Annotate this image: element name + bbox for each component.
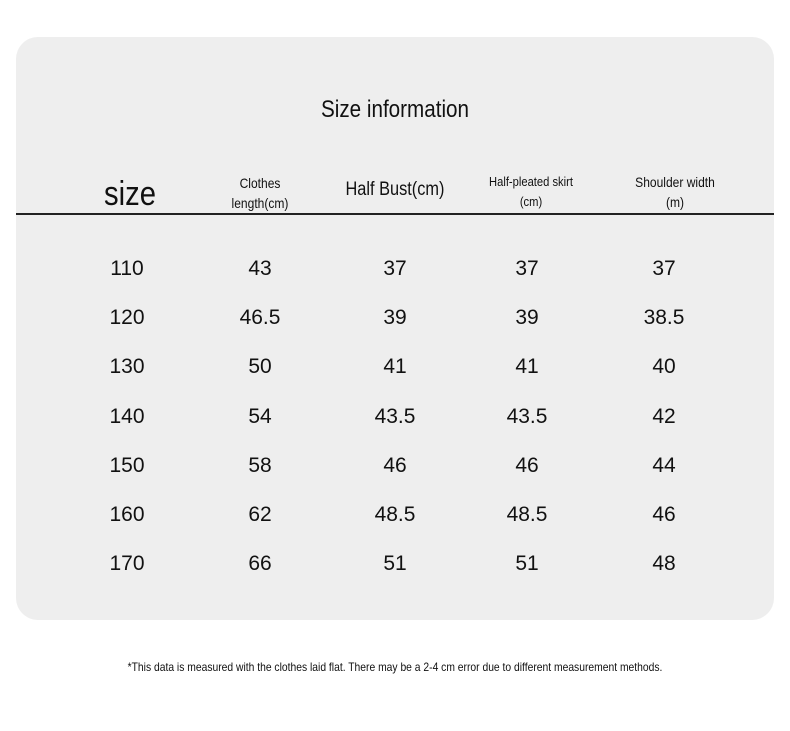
- cell-size: 160: [109, 502, 145, 526]
- header-half-pleated-skirt-line2: (cm): [519, 194, 543, 209]
- header-divider: [16, 213, 774, 215]
- cell-shoulder-width: 37: [652, 257, 676, 280]
- cell-shoulder-width: 44: [652, 453, 676, 477]
- cell-clothes-length: 66: [248, 552, 272, 576]
- cell-clothes-length: 43: [248, 257, 272, 280]
- header-clothes-length-line1: Clothes: [239, 175, 281, 191]
- cell-half-pleated-skirt: 39: [515, 306, 539, 330]
- cell-half-bust: 39: [383, 306, 407, 330]
- table-row: [0, 492, 790, 541]
- table-row: [0, 295, 790, 344]
- cell-clothes-length: 62: [248, 502, 272, 526]
- table-row: [0, 394, 790, 443]
- cell-size: 150: [109, 453, 145, 477]
- cell-shoulder-width: 40: [652, 355, 676, 379]
- cell-half-pleated-skirt: 43.5: [506, 404, 548, 428]
- cell-shoulder-width: 46: [652, 502, 676, 526]
- cell-clothes-length: 54: [248, 404, 272, 428]
- header-half-pleated-skirt-line1: Half-pleated skirt: [489, 174, 573, 189]
- header-shoulder-width: [619, 172, 731, 212]
- cell-half-pleated-skirt: 41: [515, 355, 539, 379]
- header-size: size: [103, 175, 157, 213]
- table-row: [0, 541, 790, 590]
- chart-title: Size information: [320, 96, 469, 123]
- header-clothes-length-line2: length(cm): [231, 195, 289, 211]
- table-row: [0, 246, 790, 295]
- cell-shoulder-width: 38.5: [643, 306, 685, 330]
- measurement-footnote: *This data is measured with the clothes laid flat. There may be a 2-4 cm error due to different measurement methods.: [127, 660, 663, 674]
- cell-clothes-length: 58: [248, 453, 272, 477]
- cell-half-pleated-skirt: 46: [515, 453, 539, 477]
- cell-size: 120: [109, 306, 145, 330]
- cell-half-bust: 41: [383, 355, 407, 379]
- cell-size: 140: [109, 404, 145, 428]
- header-half-pleated-skirt: [475, 172, 587, 212]
- cell-shoulder-width: 42: [652, 404, 676, 428]
- cell-half-pleated-skirt: 48.5: [506, 502, 548, 526]
- cell-shoulder-width: 48: [652, 552, 676, 576]
- header-clothes-length: [213, 173, 308, 213]
- header-shoulder-width-line2: (m): [665, 194, 685, 210]
- cell-half-bust: 43.5: [374, 404, 416, 428]
- cell-clothes-length: 46.5: [239, 306, 281, 330]
- header-half-bust: Half Bust(cm): [345, 179, 445, 200]
- cell-size: 130: [109, 355, 145, 379]
- cell-half-pleated-skirt: 51: [515, 552, 539, 576]
- cell-clothes-length: 50: [248, 355, 272, 379]
- cell-half-bust: 37: [383, 257, 407, 280]
- cell-half-bust: 51: [383, 552, 407, 576]
- header-shoulder-width-line1: Shoulder width: [635, 174, 715, 190]
- table-row: [0, 344, 790, 393]
- table-row: [0, 443, 790, 492]
- cell-half-pleated-skirt: 37: [515, 257, 539, 280]
- cell-half-bust: 46: [383, 453, 407, 477]
- table-header: [0, 160, 790, 214]
- cell-size: 110: [110, 257, 144, 280]
- cell-size: 170: [109, 552, 145, 576]
- cell-half-bust: 48.5: [374, 502, 416, 526]
- table-body: [0, 246, 790, 590]
